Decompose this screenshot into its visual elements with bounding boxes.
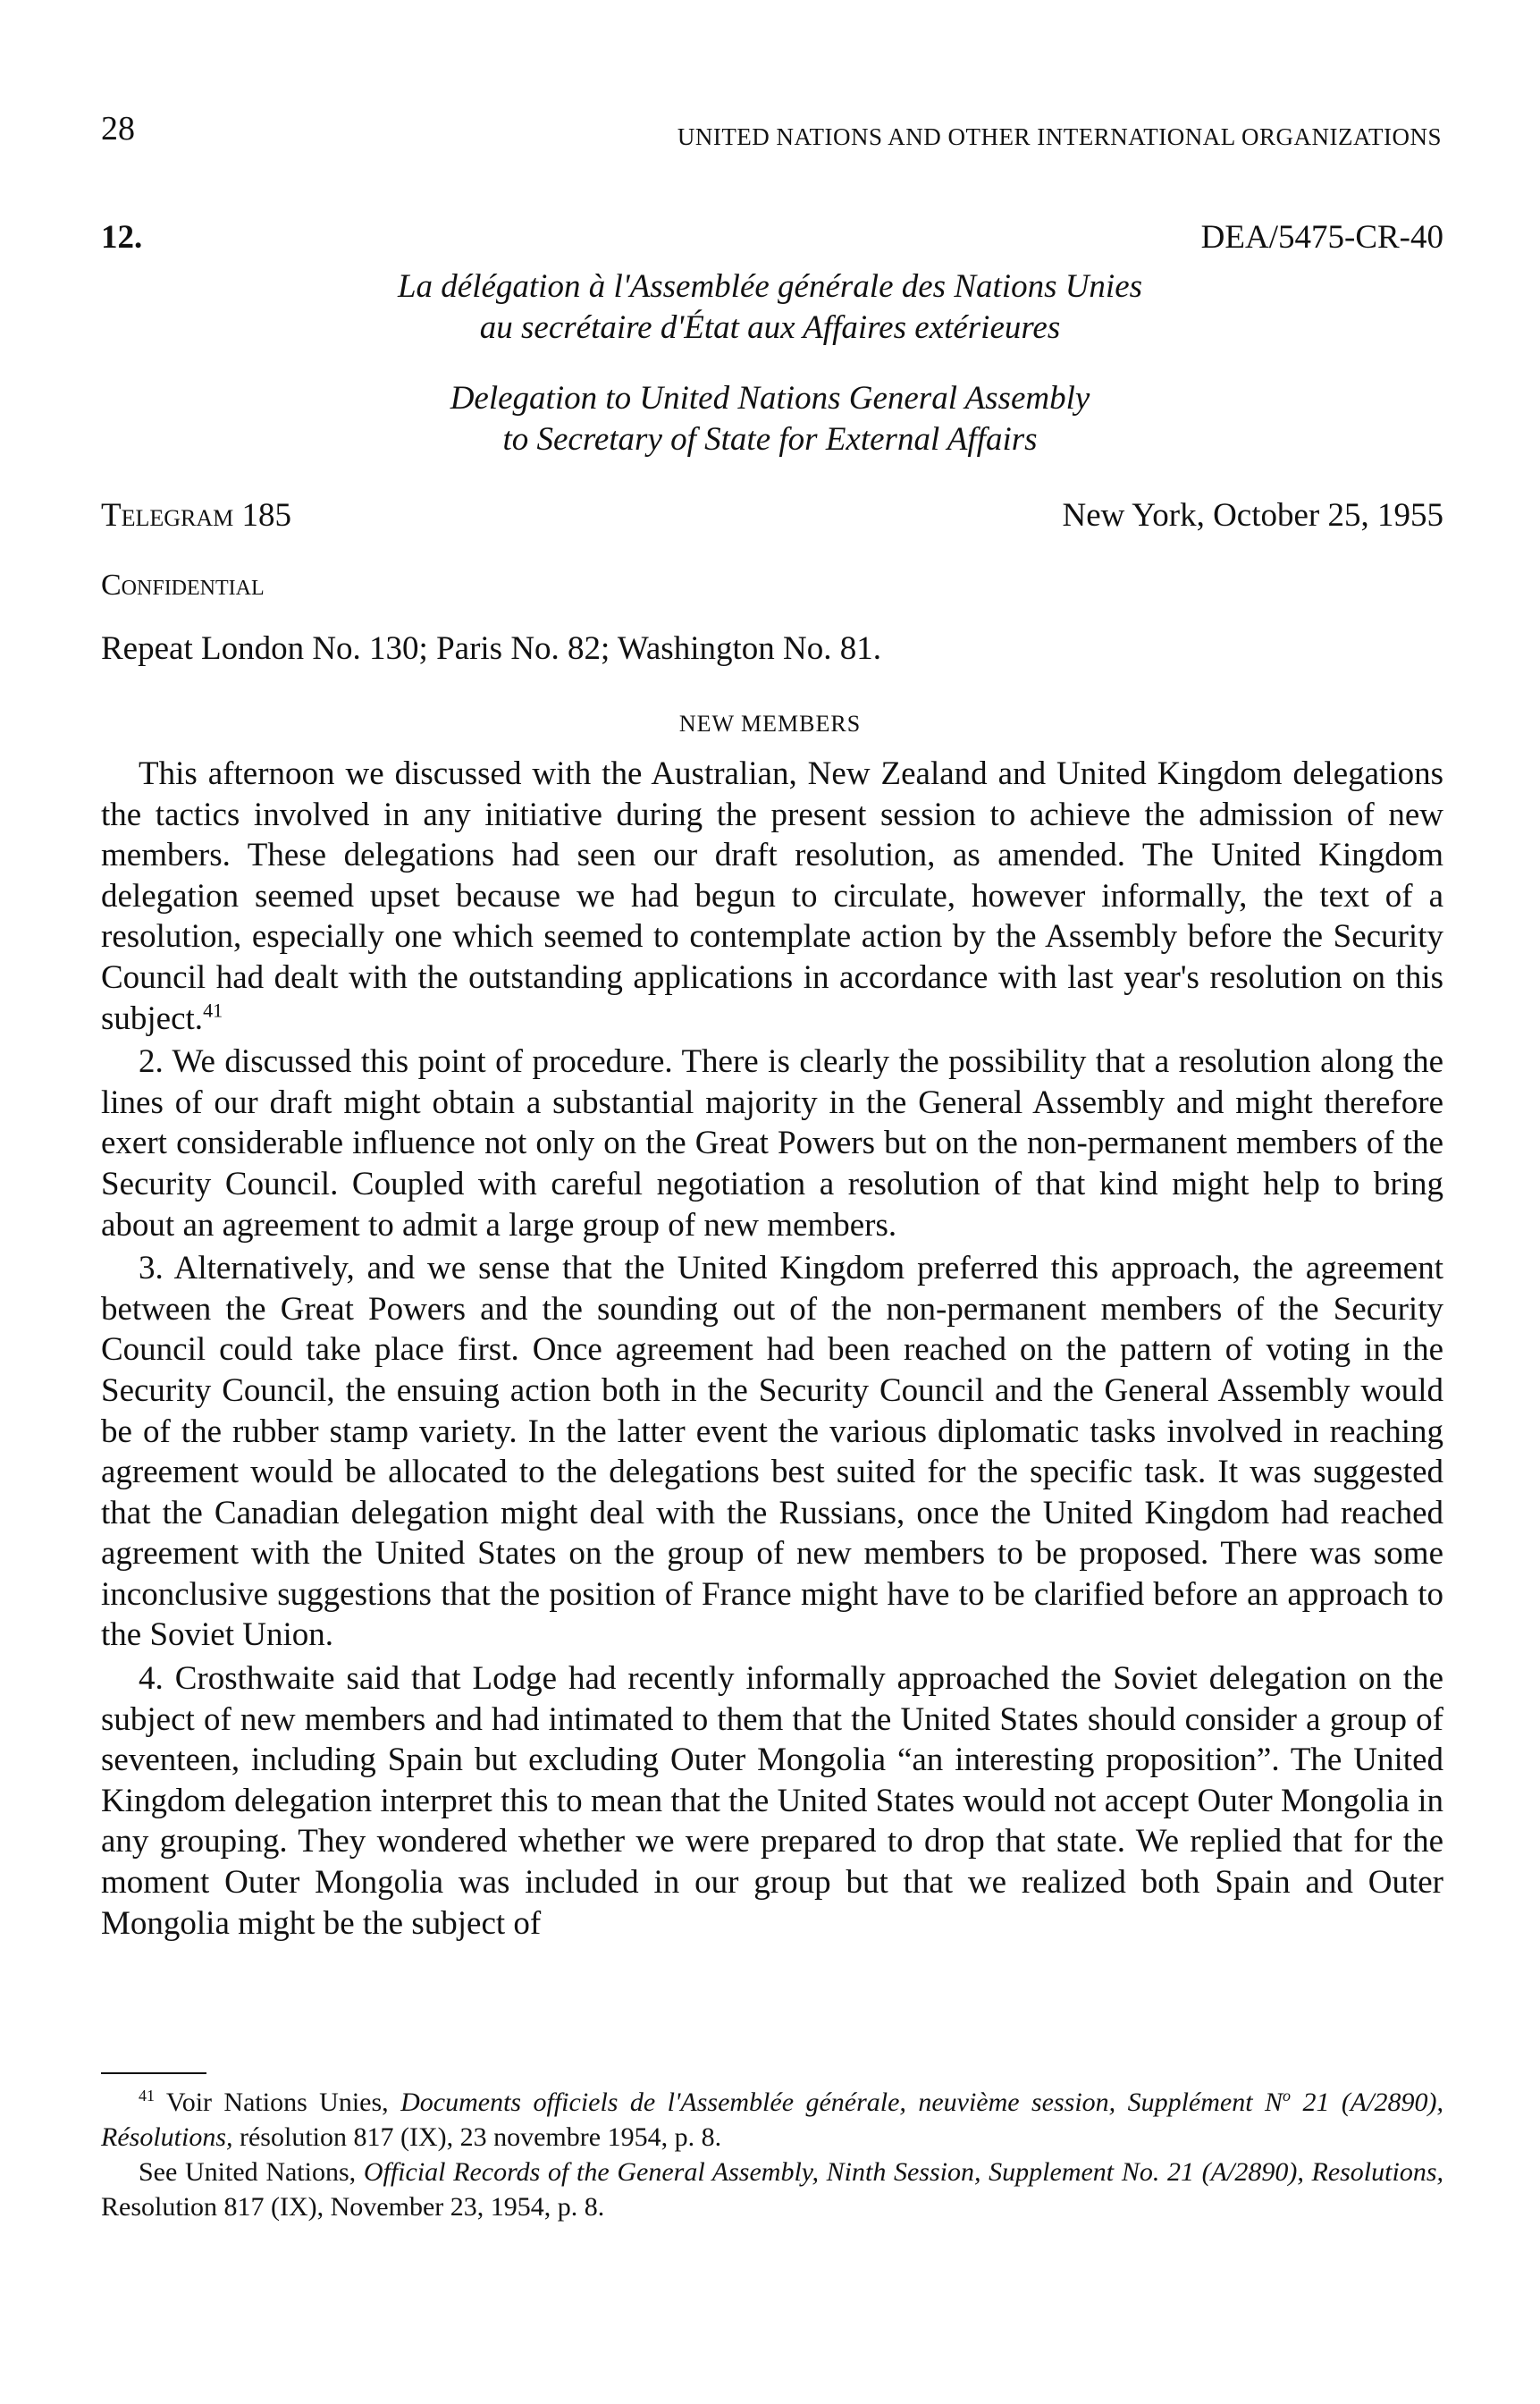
- telegram-number: Telegram 185: [101, 497, 292, 534]
- heading-french-line-2: au secrétaire d'État aux Affaires extérieures: [479, 309, 1061, 346]
- heading-french: [0, 266, 1540, 349]
- document-number: 12.: [101, 219, 143, 256]
- subject-heading: NEW MEMBERS: [678, 711, 862, 737]
- running-head: UNITED NATIONS AND OTHER INTERNATIONAL ORGANIZATIONS: [677, 123, 1442, 150]
- paragraph-1-text: This afternoon we discussed with the Australian, New Zealand and United Kingdom delegations the tactics involved in any initiative during the present session to achieve the admission of new members. These delegations had seen our draft resolution, as amended. The United Kingdom delegation seemed upset because we had begun to circulate, however informally, the text of a resolution, especially one which seemed to contemplate action by the Assembly before the Security Council had dealt with the outstanding applications in accordance with last year's resolution on this subject.: [101, 755, 1443, 1037]
- classification: Confidential: [101, 569, 265, 602]
- place-date: New York, October 25, 1955: [1062, 497, 1443, 534]
- paragraph-1: [101, 754, 1443, 1039]
- footnote-mark: 41: [139, 2087, 155, 2105]
- footnote-french: [101, 2085, 1443, 2155]
- footnote: [101, 2085, 1443, 2224]
- body-text: [101, 754, 1443, 1946]
- footnote-french-lead: Voir Nations Unies,: [165, 2088, 401, 2117]
- footnote-french-tail: résolution 817 (IX), 23 novembre 1954, p. 8.: [232, 2122, 722, 2152]
- page-number: 28: [101, 110, 135, 148]
- footnote-reference: 41: [203, 999, 223, 1022]
- paragraph-2: 2. We discussed this point of procedure. There is clearly the possibility that a resolution along the lines of our draft might obtain a substantial majority in the General Assembly and might therefore exert considerable influence not only on the Great Powers but on the non-permanent members of the Security Council. Coupled with careful negotiation a resolution of that kind might help to bring about an agreement to admit a large group of new members.: [101, 1043, 1443, 1244]
- footnote-english: [101, 2155, 1443, 2224]
- footnote-english-lead: See United Nations,: [139, 2157, 364, 2187]
- footnote-french-title-end: 21 (A/2890), Résolutions,: [101, 2088, 1444, 2152]
- heading-english-line-2: to Secretary of State for External Affairs: [502, 421, 1038, 458]
- footnote-english-title: Official Records of the General Assembly, Ninth Session, Supplement No. 21 (A/2890), Resolutions,: [363, 2157, 1443, 2187]
- file-reference: DEA/5475-CR-40: [1200, 219, 1443, 256]
- heading-french-line-1: La délégation à l'Assemblée générale des Nations Unies: [397, 268, 1143, 305]
- repeat-line: Repeat London No. 130; Paris No. 82; Washington No. 81.: [101, 630, 881, 667]
- paragraph-4: 4. Crosthwaite said that Lodge had recently informally approached the Soviet delegation on the subject of new members and had intimated to them that the United States should consider a group of seventeen, including Spain but excluding Outer Mongolia “an interesting proposition”. The United Kingdom delegation interpret this to mean that the United States would not accept Outer Mongolia in any grouping. They wondered whether we were prepared to drop that state. We replied that for the moment Outer Mongolia was included in our group but that we realized both Spain and Outer Mongolia might be the subject of: [101, 1660, 1443, 1942]
- paragraph-3: 3. Alternatively, and we sense that the United Kingdom preferred this approach, the agreement between the Great Powers and the sounding out of the non-permanent members of the Security Council could take place first. Once agreement had been reached on the pattern of voting in the Security Council, the ensuing action both in the Security Council and the General Assembly would be of the rubber stamp variety. In the latter event the various diplomatic tasks involved in reaching agreement would be allocated to the delegations best suited for the specific task. It was suggested that the Canadian delegation might deal with the Russians, once the United Kingdom had reached agreement with the United States on the group of new members to be proposed. There was some inconclusive suggestions that the position of France might have to be clarified before an approach to the Soviet Union.: [101, 1250, 1443, 1654]
- footnote-french-title-superscript: o: [1283, 2087, 1292, 2105]
- heading-english-line-1: Delegation to United Nations General Assembly: [450, 380, 1090, 417]
- footnote-french-title: Documents officiels de l'Assemblée générale, neuvième session, Supplément N: [400, 2088, 1283, 2117]
- footnote-english-tail: Resolution 817 (IX), November 23, 1954, p. 8.: [101, 2192, 605, 2222]
- footnote-rule: [101, 2072, 206, 2074]
- heading-english: [0, 378, 1540, 460]
